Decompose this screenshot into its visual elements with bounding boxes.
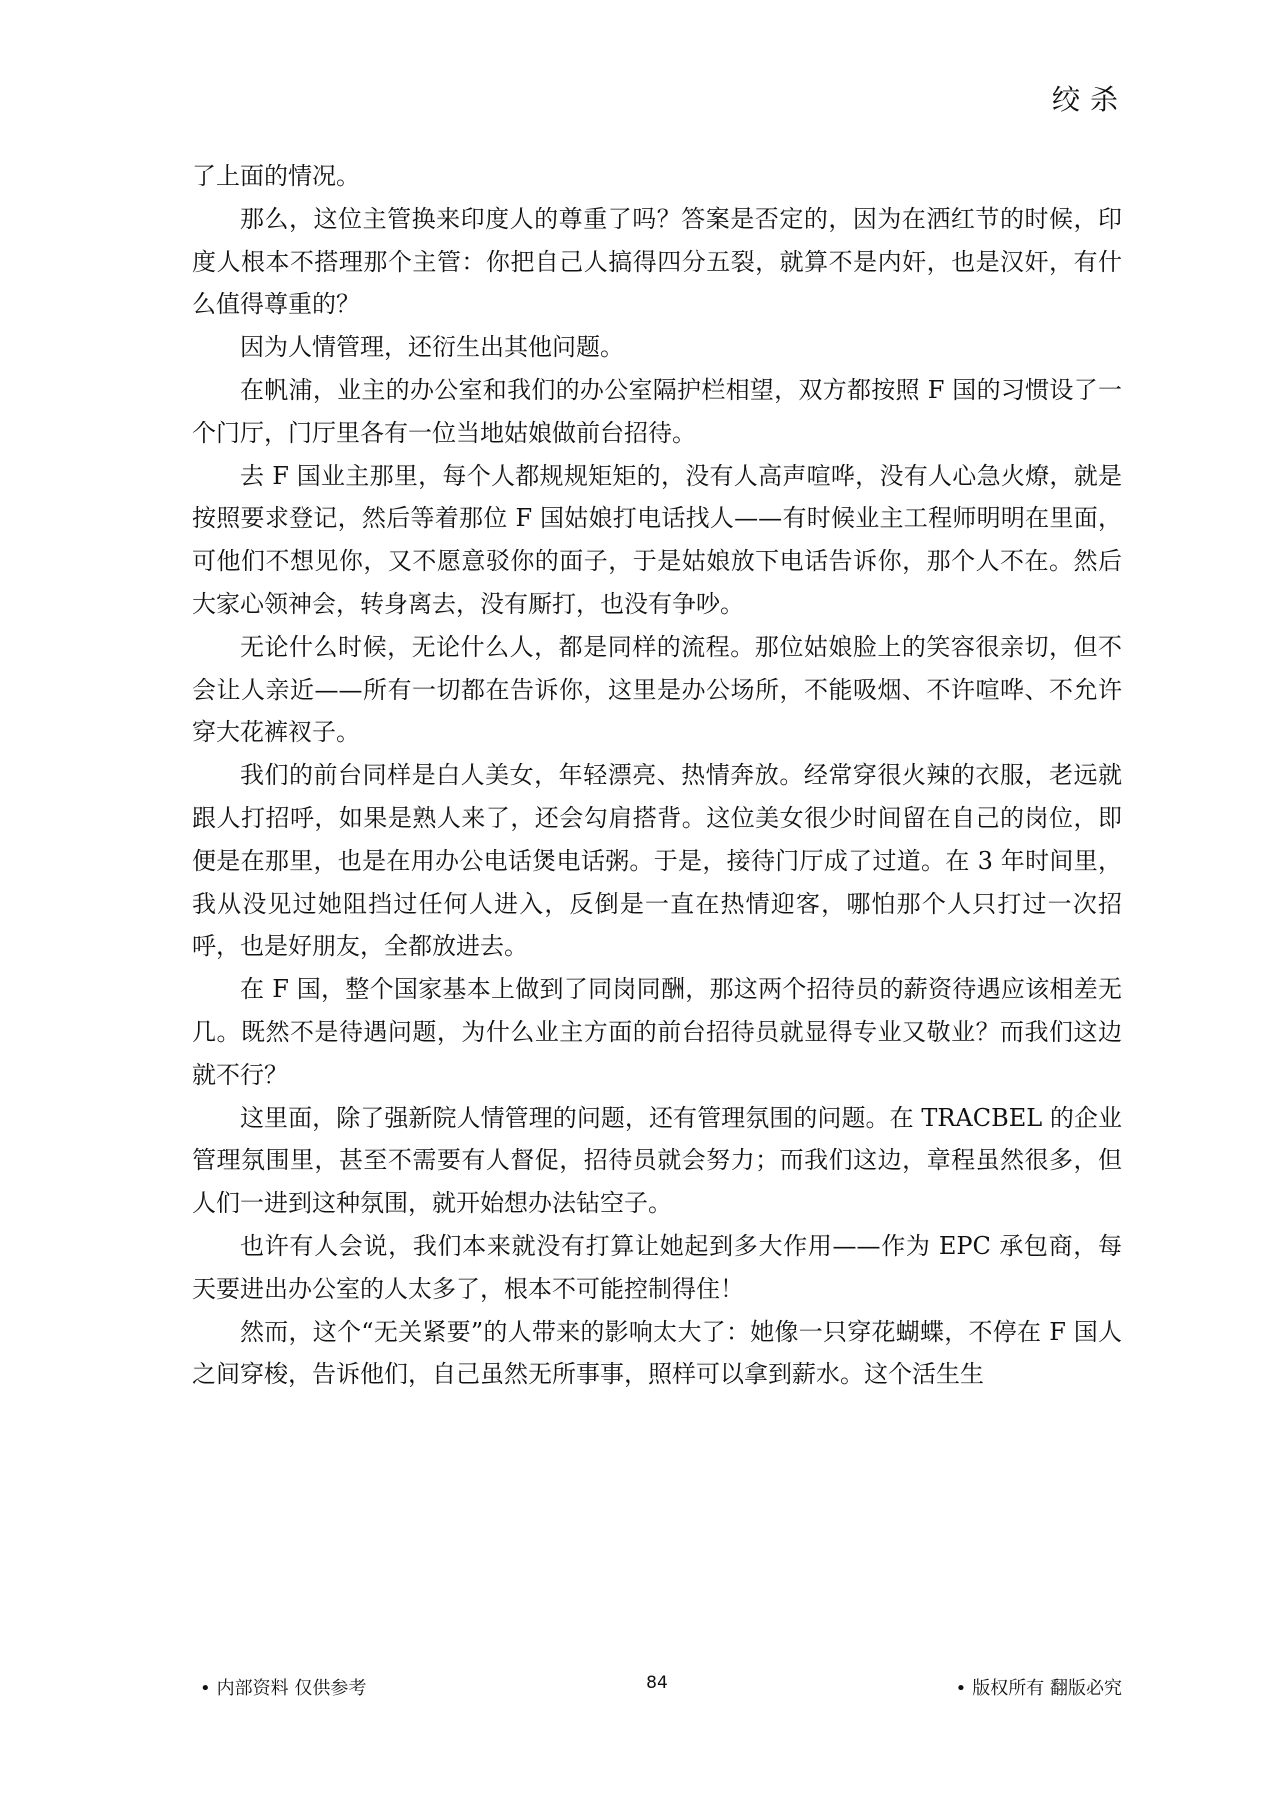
paragraph: 因为人情管理，还衍生出其他问题。 xyxy=(240,333,624,362)
bullet-icon: • xyxy=(955,1678,967,1699)
paragraph: 然而，这个“无关紧要”的人带来的影响太大了：她像一只穿花蝴蝶，不停在 F 国人之间穿梭，告诉他们，自己虽然无所事事，照样可以拿到薪水。这个活生生 xyxy=(192,1317,1122,1389)
page-footer xyxy=(192,1674,1122,1704)
running-header-title: 绞杀 xyxy=(1051,83,1128,116)
paragraph: 这里面，除了强新院人情管理的问题，还有管理氛围的问题。在 TRACBEL 的企业管理氛围里，甚至不需要有人督促，招待员就会努力；而我们这边，章程虽然很多，但人们一进到这种氛围，就开始想办法钻空子。 xyxy=(192,1103,1122,1218)
paragraph: 在 F 国，整个国家基本上做到了同岗同酬，那这两个招待员的薪资待遇应该相差无几。既然不是待遇问题，为什么业主方面的前台招待员就显得专业又敬业？而我们这边就不行？ xyxy=(192,975,1122,1089)
internal-use-notice: 内部资料 仅供参考 xyxy=(216,1678,367,1699)
copyright-notice: 版权所有 翻版必究 xyxy=(972,1678,1122,1699)
paragraph: 去 F 国业主那里，每个人都规规矩矩的，没有人高声喧哗，没有人心急火燎，就是按照要求登记，然后等着那位 F 国姑娘打电话找人——有时候业主工程师明明在里面，可他们不想见你，又不愿意驳你的面子，于是姑娘放下电话告诉你，那个人不在。然后大家心领神会，转身离去，没有厮打，也没有争吵。 xyxy=(192,461,1122,618)
paragraph: 在帆浦，业主的办公室和我们的办公室隔护栏相望，双方都按照 F 国的习惯设了一个门厅，门厅里各有一位当地姑娘做前台招待。 xyxy=(192,375,1122,447)
paragraph: 无论什么时候，无论什么人，都是同样的流程。那位姑娘脸上的笑容很亲切，但不会让人亲近——所有一切都在告诉你，这里是办公场所，不能吸烟、不许喧哗、不允许穿大花裤衩子。 xyxy=(192,632,1122,747)
bullet-icon: • xyxy=(200,1678,211,1699)
paragraph: 了上面的情况。 xyxy=(192,162,360,190)
paragraph: 我们的前台同样是白人美女，年轻漂亮、热情奔放。经常穿很火辣的衣服，老远就跟人打招呼，如果是熟人来了，还会勾肩搭背。这位美女很少时间留在自己的岗位，即便是在那里，也是在用办公电话煲电话粥。于是，接待门厅成了过道。在 3 年时间里，我从没见过她阻挡过任何人进入，反倒是一直在热情迎客，哪怕那个人只打过一次招呼，也是好朋友，全都放进去。 xyxy=(192,761,1122,961)
paragraph: 那么，这位主管换来印度人的尊重了吗？答案是否定的，因为在洒红节的时候，印度人根本不搭理那个主管：你把自己人搞得四分五裂，就算不是内奸，也是汉奸，有什么值得尊重的？ xyxy=(192,204,1122,319)
paragraph: 也许有人会说，我们本来就没有打算让她起到多大作用——作为 EPC 承包商，每天要进出办公室的人太多了，根本不可能控制得住！ xyxy=(192,1231,1122,1303)
body-text xyxy=(192,155,1122,1396)
page-number: 84 xyxy=(646,1673,668,1693)
footer-right-notice xyxy=(956,1674,1122,1704)
